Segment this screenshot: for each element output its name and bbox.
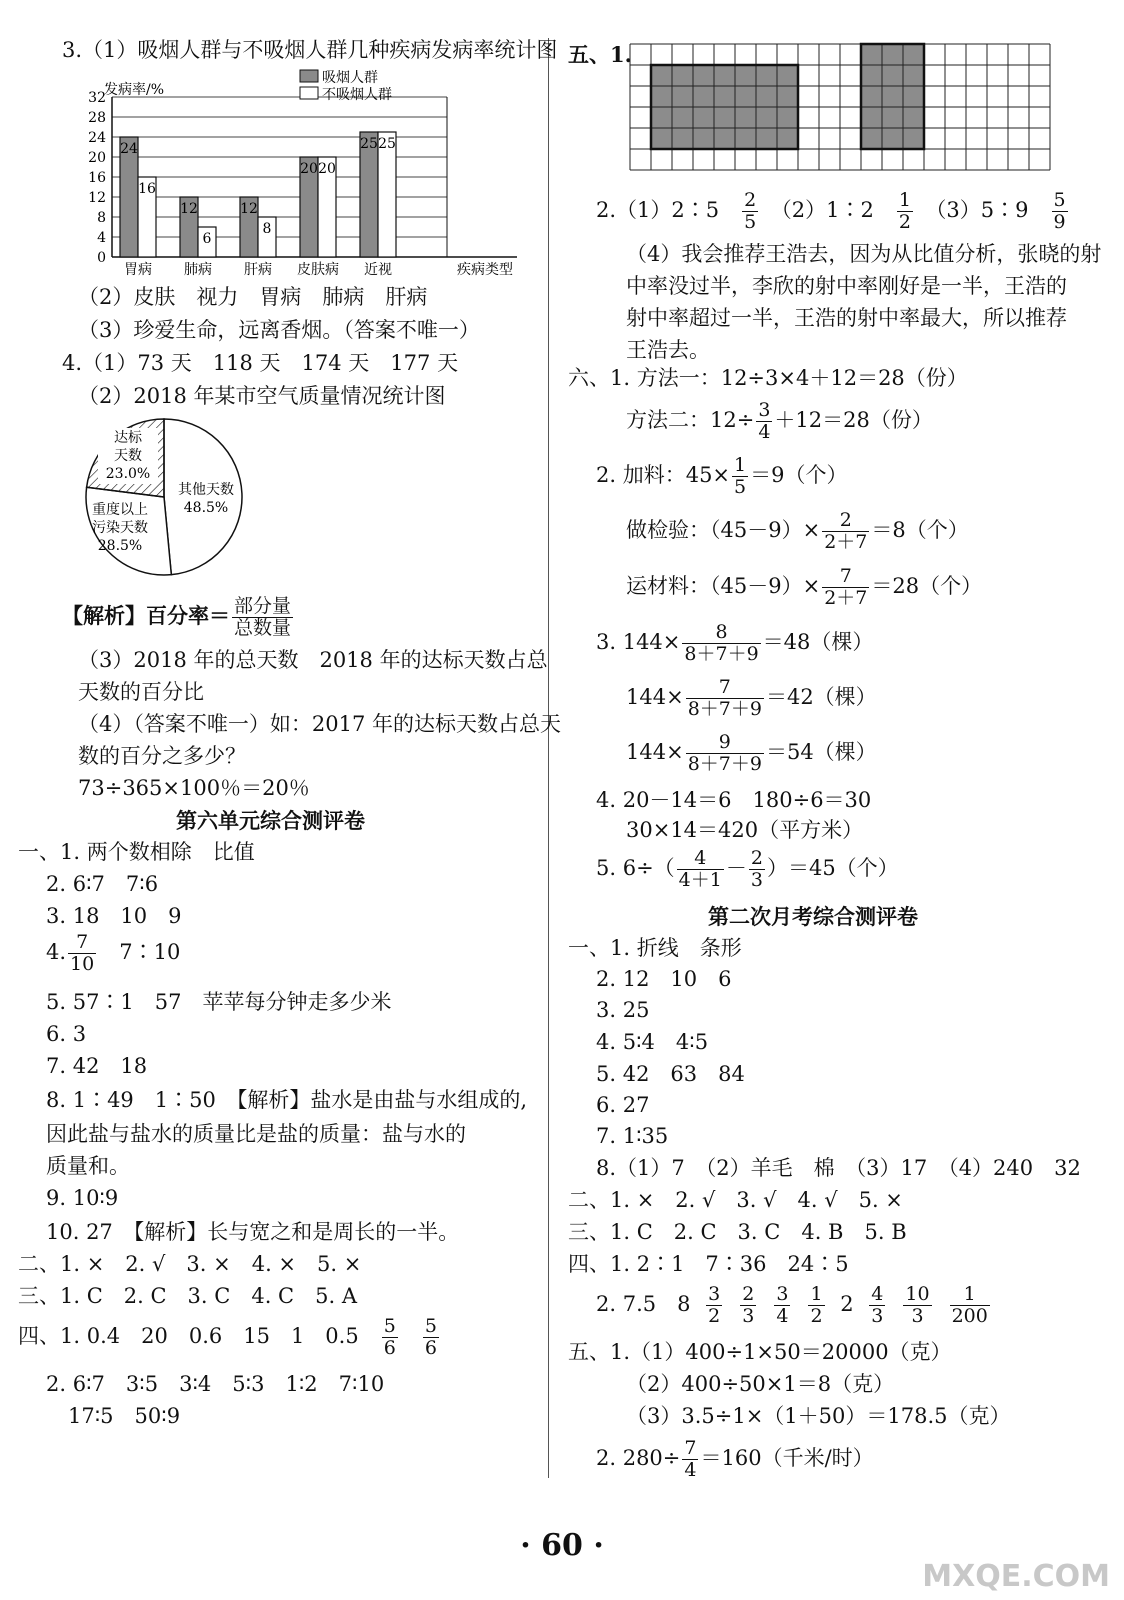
w6-item3b: 144× $\frac{7}{8+7+9}$ ＝42（棵）: [626, 676, 877, 720]
fraction: $\frac{10}{3}$: [905, 1283, 930, 1327]
pie-label-other: 48.5%: [183, 500, 229, 516]
fraction: $\frac{2}{3}$: [742, 1283, 755, 1327]
y-tick-label: 32: [88, 90, 106, 106]
bar-value-label: 12: [180, 201, 198, 217]
y-tick-label: 4: [97, 230, 106, 246]
m4-item1: 四、1. 2∶1 7∶36 24∶5: [568, 1252, 849, 1276]
w6-item5: 5. 6÷（ $\frac{4}{4+1}$ － $\frac{2}{3}$ ）＝45（个）: [596, 847, 899, 891]
m1-item3: 3. 25: [596, 998, 650, 1022]
fraction: $\frac{1}{2}$: [810, 1283, 823, 1327]
y-tick-label: 0: [97, 250, 106, 266]
q4-calc: 73÷365×100％＝20％: [78, 776, 310, 800]
w6-item2a: 2. 加料：45× $\frac{1}{5}$ ＝9（个）: [596, 454, 848, 498]
q3-part3: （3）珍爱生命，远离香烟。（答案不唯一）: [78, 318, 480, 342]
y-axis-label: 发病率/%: [104, 82, 165, 98]
w5-item4c: 射中率超过一半，王浩的射中率最大，所以推荐: [626, 306, 1067, 330]
pie-label-standard: 23.0%: [105, 466, 151, 482]
w6-item1b: 方法二：12÷ $\frac{3}{4}$ ＋12＝28（份）: [626, 399, 933, 443]
analysis-fraction: $\frac{\text{部分量}}{\text{总数量}}$: [234, 595, 292, 639]
s1-item5: 5. 57∶1 57 苹苹每分钟走多少米: [46, 990, 392, 1014]
s2-line: 二、1. × 2. √ 3. × 4. × 5. ×: [18, 1252, 362, 1276]
fraction: $\frac{3}{2}$: [708, 1283, 721, 1327]
s1-item10: 10. 27 【解析】长与宽之和是周长的一半。: [46, 1220, 460, 1244]
air-quality-pie-chart: [72, 410, 272, 585]
pie-label-other: 其他天数: [178, 482, 234, 498]
disease-bar-chart: [60, 68, 530, 278]
s4-item2a: 2. 6∶7 3∶5 3∶4 5∶3 1∶2 7∶10: [46, 1372, 385, 1396]
w6-item3a: 3. 144× $\frac{8}{8+7+9}$ ＝48（棵）: [596, 621, 874, 665]
m1-item2: 2. 12 10 6: [596, 967, 732, 991]
y-tick-label: 20: [88, 150, 106, 166]
pie-label-heavy: 重度以上: [92, 502, 148, 518]
shaded-rectangle-right: [861, 44, 924, 149]
x-tick-label: 肺病: [184, 262, 212, 278]
m1-item6: 6. 27: [596, 1093, 650, 1117]
grid-drawing: [628, 42, 1052, 174]
m5-item1c: （3）3.5÷1×（1＋50）＝178.5（克）: [626, 1404, 1011, 1428]
s1-item2: 2. 6∶7 7∶6: [46, 872, 159, 896]
m1-item4: 4. 5∶4 4∶5: [596, 1030, 709, 1054]
y-tick-label: 28: [88, 110, 106, 126]
w5-item4d: 王浩去。: [626, 338, 710, 362]
q4-part4b: 数的百分之多少？: [78, 744, 246, 768]
pie-label-standard: 达标: [114, 430, 142, 446]
w5-item2: 2.（1）2∶5 $\frac{2}{5}$ （2）1∶2 $\frac{1}{2}$ （3）5∶9 $\frac{5}{9}$: [596, 189, 1066, 233]
pie-label-heavy: 污染天数: [92, 520, 148, 536]
fraction: $\frac{1}{200}$: [951, 1283, 988, 1327]
m1-item1: 一、1. 折线 条形: [568, 936, 742, 960]
w6-item4a: 4. 20－14＝6 180÷6＝30: [596, 788, 872, 812]
fraction: $\frac{4}{3}$: [871, 1283, 884, 1327]
bar-value-label: 12: [240, 201, 258, 217]
q3-part2: （2）皮肤 视力 胃病 肺病 肝病: [78, 285, 428, 309]
s1-item1: 一、1. 两个数相除 比值: [18, 840, 255, 864]
s4-item1: 四、1. 0.4 20 0.6 15 1 0.5 $\frac{5}{6}$ $\frac{5}{6}$: [18, 1315, 437, 1359]
pie-label-standard: 天数: [114, 448, 142, 464]
column-divider: [548, 38, 549, 1478]
bar-value-label: 24: [120, 141, 138, 157]
pie-label-heavy: 28.5%: [97, 538, 143, 554]
s1-item3: 3. 18 10 9: [46, 904, 182, 928]
page-number: · 60 ·: [520, 1528, 604, 1563]
q4-part3b: 天数的百分比: [78, 680, 204, 704]
s1-item9: 9. 10∶9: [46, 1186, 119, 1210]
s1-item4: 4. $\frac{7}{10}$ 7∶10: [46, 931, 181, 975]
bar-value-label: 25: [378, 136, 396, 152]
q4-part4a: （4）（答案不唯一）如：2017 年的达标天数占总天: [78, 712, 561, 736]
legend-label: 不吸烟人群: [322, 87, 392, 103]
bar-value-label: 6: [202, 231, 212, 247]
w6-item3c: 144× $\frac{9}{8+7+9}$ ＝54（棵）: [626, 731, 877, 775]
w6-item4b: 30×14＝420（平方米）: [626, 818, 864, 842]
y-tick-label: 24: [88, 130, 106, 146]
w5-item1-label: 五、1.: [568, 42, 632, 67]
s1-item6: 6. 3: [46, 1022, 87, 1046]
x-tick-label: 胃病: [124, 262, 152, 278]
w6-item2c: 运材料：（45－9）× $\frac{7}{2+7}$ ＝28（个）: [626, 565, 983, 609]
q4-part3a: （3）2018 年的总天数 2018 年的达标天数占总: [78, 648, 548, 672]
s1-item8b: 因此盐与盐水的质量比是盐的质量：盐与水的: [46, 1122, 466, 1146]
m1-item8: 8.（1）7 （2）羊毛 棉 （3）17 （4）240 32: [596, 1156, 1081, 1180]
x-tick-label: 肝病: [244, 262, 272, 278]
s4-item2b: 17∶5 50∶9: [68, 1404, 181, 1428]
m5-item1b: （2）400÷50×1＝8（克）: [626, 1372, 895, 1396]
m3-line: 三、1. C 2. C 3. C 4. B 5. B: [568, 1220, 907, 1244]
bar-value-label: 25: [360, 136, 378, 152]
x-tick-label: 皮肤病: [297, 262, 339, 278]
q4-part2: （2）2018 年某市空气质量情况统计图: [78, 384, 446, 408]
m5-item1a: 五、1.（1）400÷1×50＝20000（克）: [568, 1340, 952, 1364]
bar-value-label: 16: [138, 181, 156, 197]
s1-item8a: 8. 1∶49 1∶50 【解析】盐水是由盐与水组成的,: [46, 1088, 528, 1112]
legend-swatch: [300, 70, 318, 82]
m1-item5: 5. 42 63 84: [596, 1062, 745, 1086]
watermark: MXQE.COM: [922, 1559, 1110, 1594]
unit6-title: 第六单元综合测评卷: [176, 808, 365, 833]
q4-part1: 4.（1）73 天 118 天 174 天 177 天: [62, 351, 459, 375]
x-axis-label: 疾病类型: [457, 262, 513, 278]
s3-line: 三、1. C 2. C 3. C 4. C 5. A: [18, 1284, 357, 1308]
s1-item7: 7. 42 18: [46, 1054, 148, 1078]
w5-item4b: 中率没过半，李欣的射中率刚好是一半，王浩的: [626, 274, 1067, 298]
legend-label: 吸烟人群: [322, 70, 378, 86]
y-tick-label: 8: [97, 210, 106, 226]
w5-item4a: （4）我会推荐王浩去，因为从比值分析，张晓的射: [626, 242, 1102, 266]
m2-line: 二、1. × 2. √ 3. √ 4. √ 5. ×: [568, 1188, 903, 1212]
m5-item2: 2. 280÷ $\frac{7}{4}$ ＝160（千米/时）: [596, 1437, 874, 1481]
fraction: $\frac{3}{4}$: [776, 1283, 789, 1327]
legend-swatch: [300, 87, 318, 99]
analysis-line: [62, 596, 295, 639]
analysis-label: 【解析】百分率＝: [62, 602, 230, 628]
bar-value-label: 20: [300, 161, 318, 177]
bar-value-label: 8: [262, 221, 272, 237]
s1-item8c: 质量和。: [46, 1154, 130, 1178]
w6-item1a: 六、1. 方法一：12÷3×4＋12＝28（份）: [568, 366, 968, 390]
month2-title: 第二次月考综合测评卷: [708, 904, 918, 929]
y-tick-label: 12: [88, 190, 106, 206]
y-tick-label: 16: [88, 170, 106, 186]
m4-item2: 2. 7.5 8 $\frac{3}{2}$ $\frac{2}{3}$ $\frac{3}{4}$ $\frac{1}{2}$ 2 $\frac{4}{3}$ $\frac{10}{3}$ $\frac{1}{200}$: [596, 1283, 988, 1327]
x-tick-label: 近视: [364, 262, 392, 278]
w6-item2b: 做检验：（45－9）× $\frac{2}{2+7}$ ＝8（个）: [626, 509, 969, 553]
bar-value-label: 20: [318, 161, 336, 177]
m1-item7: 7. 1∶35: [596, 1124, 669, 1148]
q3-title: 3.（1）吸烟人群与不吸烟人群几种疾病发病率统计图: [62, 38, 558, 62]
